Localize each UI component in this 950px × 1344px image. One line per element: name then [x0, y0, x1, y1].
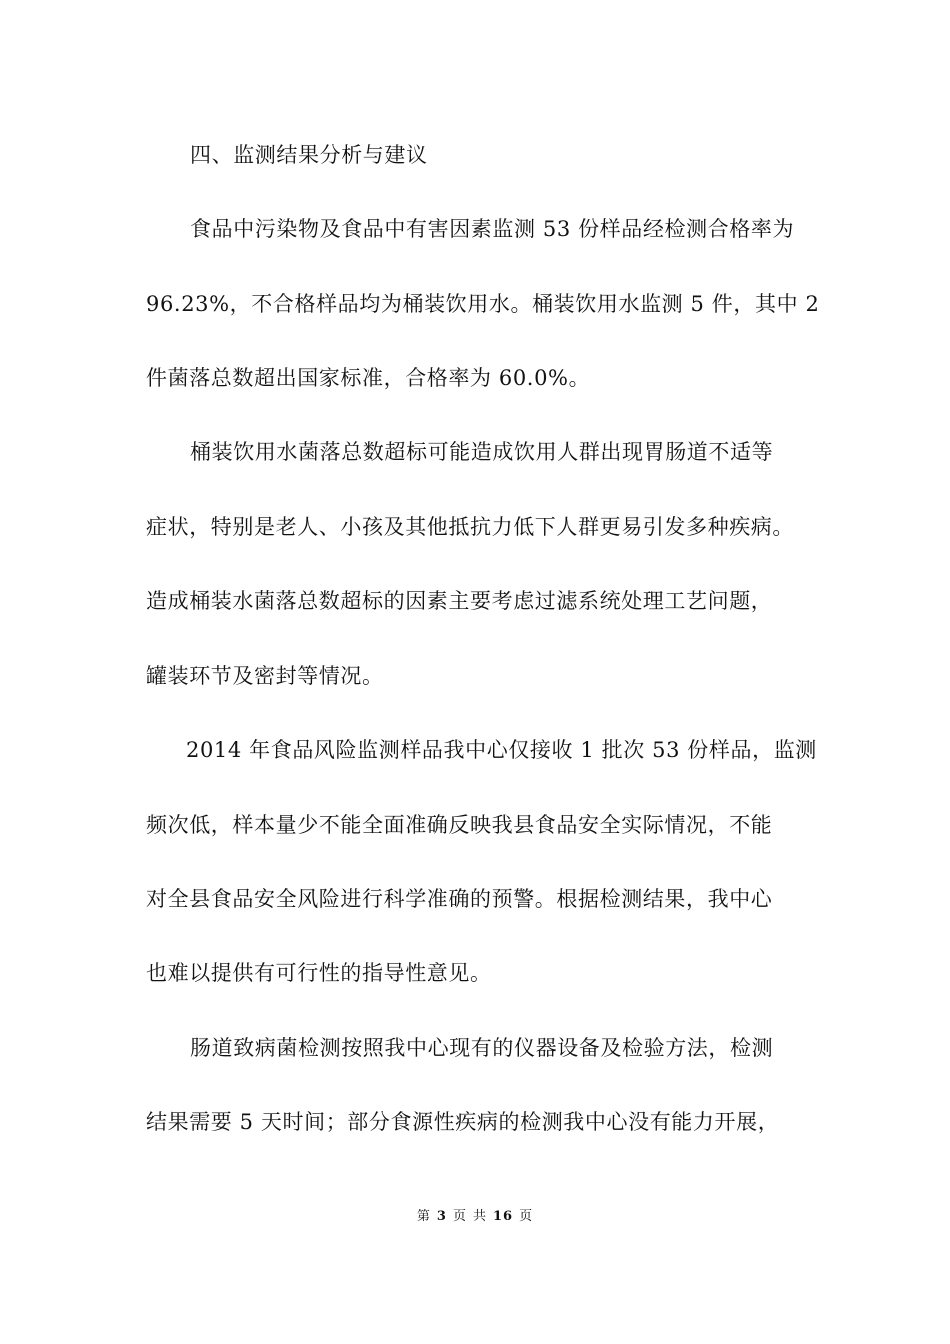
- paragraph-line: 对全县食品安全风险进行科学准确的预警。根据检测结果，我中心: [146, 887, 773, 911]
- paragraph-line: 2014 年食品风险监测样品我中心仅接收 1 批次 53 份样品，监测: [186, 738, 817, 762]
- footer-prefix: 第: [416, 1209, 431, 1224]
- paragraph-line: 也难以提供有可行性的指导性意见。: [146, 961, 492, 985]
- footer-suffix: 页: [519, 1209, 534, 1224]
- paragraph-line: 件菌落总数超出国家标准，合格率为 60.0%。: [146, 366, 591, 390]
- section-heading: 四、监测结果分析与建议: [190, 143, 428, 167]
- paragraph-line: 频次低，样本量少不能全面准确反映我县食品安全实际情况，不能: [146, 813, 773, 837]
- paragraph-line: 罐装环节及密封等情况。: [146, 664, 384, 688]
- paragraph-line: 桶装饮用水菌落总数超标可能造成饮用人群出现胃肠道不适等: [190, 440, 774, 464]
- paragraph-line: 结果需要 5 天时间；部分食源性疾病的检测我中心没有能力开展，: [146, 1110, 780, 1134]
- paragraph-line: 症状，特别是老人、小孩及其他抵抗力低下人群更易引发多种疾病。: [146, 515, 794, 539]
- paragraph-line: 96.23%，不合格样品均为桶装饮用水。桶装饮用水监测 5 件，其中 2: [146, 292, 820, 316]
- footer-total-word: 共: [472, 1209, 487, 1224]
- paragraph-line: 食品中污染物及食品中有害因素监测 53 份样品经检测合格率为: [190, 217, 795, 241]
- total-page-number: 16: [492, 1209, 514, 1224]
- current-page-number: 3: [436, 1209, 447, 1224]
- page-footer: [0, 1208, 950, 1226]
- footer-page-word: 页: [452, 1209, 467, 1224]
- paragraph-line: 肠道致病菌检测按照我中心现有的仪器设备及检验方法，检测: [190, 1036, 774, 1060]
- paragraph-line: 造成桶装水菌落总数超标的因素主要考虑过滤系统处理工艺问题，: [146, 589, 773, 613]
